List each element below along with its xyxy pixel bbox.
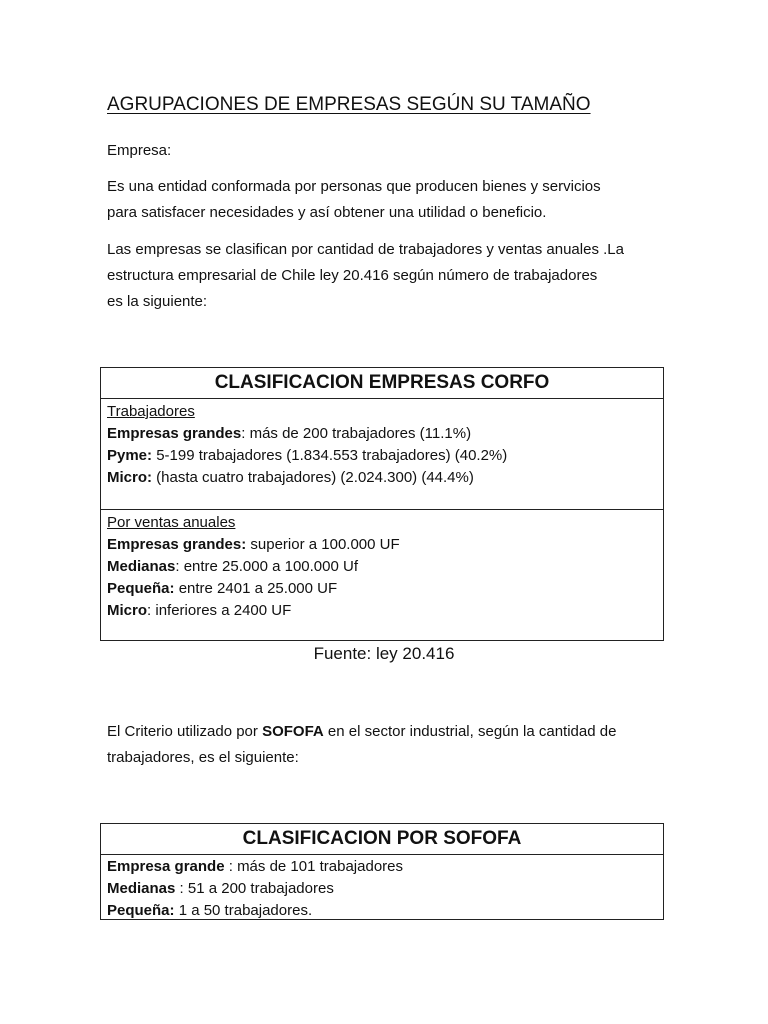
corfo-table	[100, 367, 664, 641]
table-row: Empresas grandes: más de 200 trabajadores (11.1%)	[107, 425, 472, 442]
sofofa-table	[100, 823, 664, 920]
classification-line: Las empresas se clasifican por cantidad de trabajadores y ventas anuales .La	[107, 241, 624, 258]
sofofa-rows-section	[101, 855, 663, 922]
corfo-sales-section	[101, 509, 663, 641]
sofofa-intro-line: trabajadores, es el siguiente:	[107, 749, 299, 766]
table-row: Empresa grande : más de 101 trabajadores	[107, 858, 403, 875]
table-row: Pequeña: entre 2401 a 25.000 UF	[107, 580, 338, 597]
definition-paragraph	[107, 174, 667, 226]
empresa-label	[107, 138, 667, 164]
empresa-label-text: Empresa:	[107, 142, 172, 159]
definition-line: Es una entidad conformada por personas que producen bienes y servicios	[107, 178, 601, 195]
table-row: Empresas grandes: superior a 100.000 UF	[107, 536, 400, 553]
sofofa-intro-paragraph	[107, 719, 667, 771]
source-caption: Fuente: ley 20.416	[313, 644, 455, 663]
table-row: Pequeña: 1 a 50 trabajadores.	[107, 902, 313, 919]
sofofa-intro-line: El Criterio utilizado por SOFOFA en el sector industrial, según la cantidad de	[107, 723, 617, 740]
workers-section-title: Trabajadores	[107, 403, 195, 420]
corfo-table-heading: CLASIFICACION EMPRESAS CORFO	[101, 368, 663, 399]
sofofa-table-heading: CLASIFICACION POR SOFOFA	[101, 824, 663, 855]
page-title: AGRUPACIONES DE EMPRESAS SEGÚN SU TAMAÑO	[107, 94, 591, 115]
corfo-workers-section	[101, 399, 663, 509]
table-row: Micro: (hasta cuatro trabajadores) (2.024.300) (44.4%)	[107, 469, 474, 486]
classification-line: es la siguiente:	[107, 293, 208, 310]
classification-paragraph	[107, 237, 667, 315]
definition-line: para satisfacer necesidades y así obtener una utilidad o beneficio.	[107, 204, 547, 221]
table-row: Medianas : 51 a 200 trabajadores	[107, 880, 334, 897]
sales-section-title: Por ventas anuales	[107, 514, 236, 531]
classification-line: estructura empresarial de Chile ley 20.416 según número de trabajadores	[107, 267, 598, 284]
table-row: Pyme: 5-199 trabajadores (1.834.553 trabajadores) (40.2%)	[107, 447, 508, 464]
table-row: Micro: inferiores a 2400 UF	[107, 602, 292, 619]
table-row: Medianas: entre 25.000 a 100.000 Uf	[107, 558, 359, 575]
